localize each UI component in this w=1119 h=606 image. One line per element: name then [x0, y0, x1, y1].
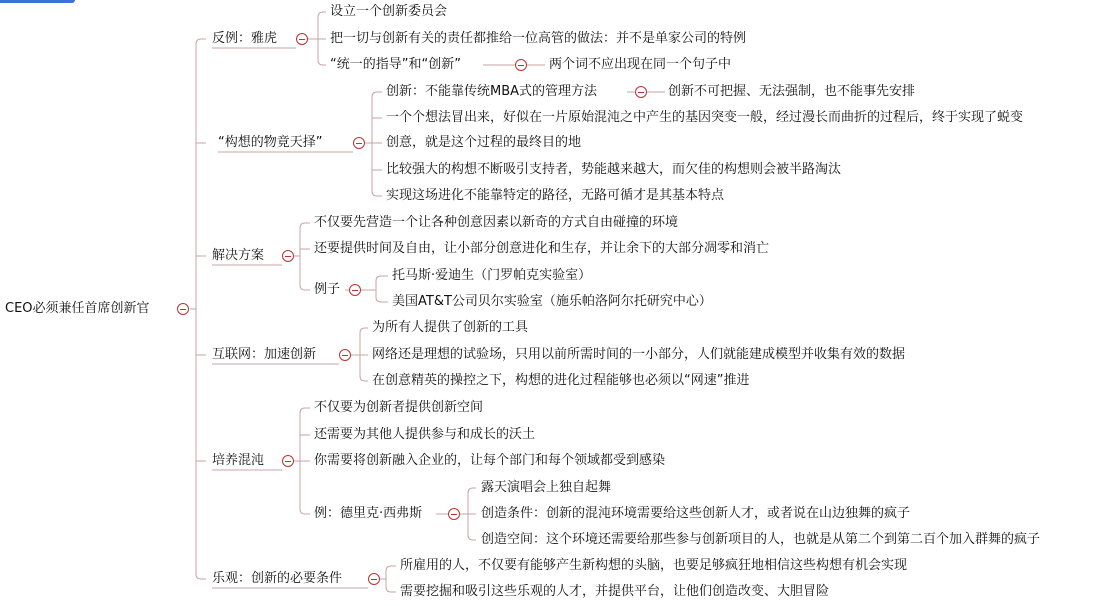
sub-2-2-collapse-toggle[interactable]: [349, 284, 361, 296]
sub-1-0-collapse-toggle[interactable]: [635, 86, 647, 98]
branch-4-item-1: 还需要为其他人提供参与和成长的沃土: [314, 427, 536, 442]
branch-4-label: 培养混沌: [212, 453, 265, 468]
connector: [196, 39, 206, 44]
connector: [376, 276, 388, 281]
sub-0-2-collapse-toggle[interactable]: [515, 59, 527, 71]
branch-4-item-0: 不仅要为创新者提供创新空间: [314, 400, 484, 415]
branch-1-item-1: 一个个想法冒出来，好似在一片原始混沌之中产生的基因突变一般，经过漫长而曲折的过程后，终于实现了蜕变: [386, 110, 1024, 125]
root-topic: CEO必须兼任首席创新官: [5, 301, 150, 316]
branch-5-collapse-toggle[interactable]: [368, 573, 380, 585]
connector: [318, 12, 326, 17]
connector: [318, 60, 326, 65]
connector: [360, 376, 368, 381]
connector: [372, 191, 382, 196]
branch-4-item-2: 你需要将创新融入企业的，让每个部门和每个领域都受到感染: [314, 453, 666, 468]
branch-2-item-2-child-1: 美国AT&T公司贝尔实验室（施乐帕洛阿尔托研究中心）: [392, 294, 712, 309]
branch-1-collapse-toggle[interactable]: [353, 137, 365, 149]
connector: [196, 574, 206, 579]
branch-0-item-2-child-0: 两个词不应出现在同一个句子中: [549, 57, 732, 72]
branch-0-item-2: “统一的指导”和“创新”: [330, 57, 461, 72]
branch-1-item-0: 创新：不能靠传统MBA式的管理方法: [386, 84, 598, 99]
branch-1-label: “构想的物竟天择”: [218, 135, 323, 150]
branch-5-item-0: 所雇用的人，不仅要有能够产生新构想的头脑，也要足够疯狂地相信这些构想有机会实现: [400, 558, 908, 573]
branch-3-item-0: 为所有人提供了创新的工具: [372, 320, 529, 335]
connector: [468, 488, 476, 493]
connector: [300, 285, 310, 290]
branch-2-item-0: 不仅要先营造一个让各种创意因素以新奇的方式自由碰撞的环境: [314, 215, 679, 230]
connector: [372, 92, 382, 97]
branch-4-item-3-child-1: 创造条件：创新的混沌环境需要给这些创新人才，或者说在山边独舞的疯子: [481, 506, 911, 521]
branch-0-item-1: 把一切与创新有关的责任都推给一位高管的做法：并不是单家公司的特例: [330, 31, 747, 46]
branch-2-item-1: 还要提供时间及自由，让小部分创意进化和生存，并让余下的大部分凋零和消亡: [314, 241, 770, 256]
connector: [300, 408, 310, 413]
branch-0-collapse-toggle[interactable]: [296, 33, 308, 45]
connector: [300, 509, 310, 514]
branch-4-item-3-child-0: 露天演唱会上独自起舞: [481, 480, 612, 495]
connector: [376, 297, 388, 302]
connector: [300, 223, 310, 228]
branch-4-item-3: 例：德里克·西弗斯: [314, 506, 423, 521]
branch-4-item-3-child-2: 创造空间：这个环境还需要给那些参与创新项目的人，也就是从第二个到第二百个加入群舞的疯子: [481, 532, 1041, 547]
branch-1-item-0-child-0: 创新不可把握、无法强制，也不能事先安排: [668, 84, 916, 99]
branch-0-item-0: 设立一个创新委员会: [330, 4, 448, 19]
root-collapse-toggle[interactable]: [177, 303, 189, 315]
branch-1-item-4: 实现这场进化不能靠特定的路径，无路可循才是其基本特点: [386, 188, 725, 203]
branch-3-collapse-toggle[interactable]: [339, 349, 351, 361]
sub-4-3-collapse-toggle[interactable]: [448, 508, 460, 520]
branch-5-item-1: 需要挖掘和吸引这些乐观的人才，并提供平台，让他们创造改变、大胆冒险: [400, 584, 830, 599]
connector: [360, 328, 368, 333]
branch-2-item-2: 例子: [314, 282, 341, 297]
connector: [386, 566, 396, 571]
branch-0-label: 反例：雅虎: [212, 31, 278, 46]
branch-3-item-1: 网络还是理想的试验场，只用以前所需时间的一小部分，人们就能建成模型并收集有效的数据: [372, 347, 906, 362]
branch-2-collapse-toggle[interactable]: [282, 250, 294, 262]
branch-1-item-3: 比较强大的构想不断吸引支持者，势能越来越大，而欠佳的构想则会被半路淘汰: [386, 162, 842, 177]
branch-1-item-2: 创意，就是这个过程的最终目的地: [386, 135, 582, 150]
branch-2-item-2-child-0: 托马斯·爱迪生（门罗帕克实验室）: [392, 268, 592, 283]
branch-2-label: 解决方案: [212, 248, 265, 263]
branch-3-label: 互联网：加速创新: [212, 347, 317, 362]
branch-4-collapse-toggle[interactable]: [282, 455, 294, 467]
branch-5-label: 乐观：创新的必要条件: [212, 571, 343, 586]
connector: [386, 587, 396, 592]
branch-3-item-2: 在创意精英的操控之下，构想的进化过程能够也必须以“网速”推进: [372, 373, 750, 388]
connector: [468, 535, 476, 540]
